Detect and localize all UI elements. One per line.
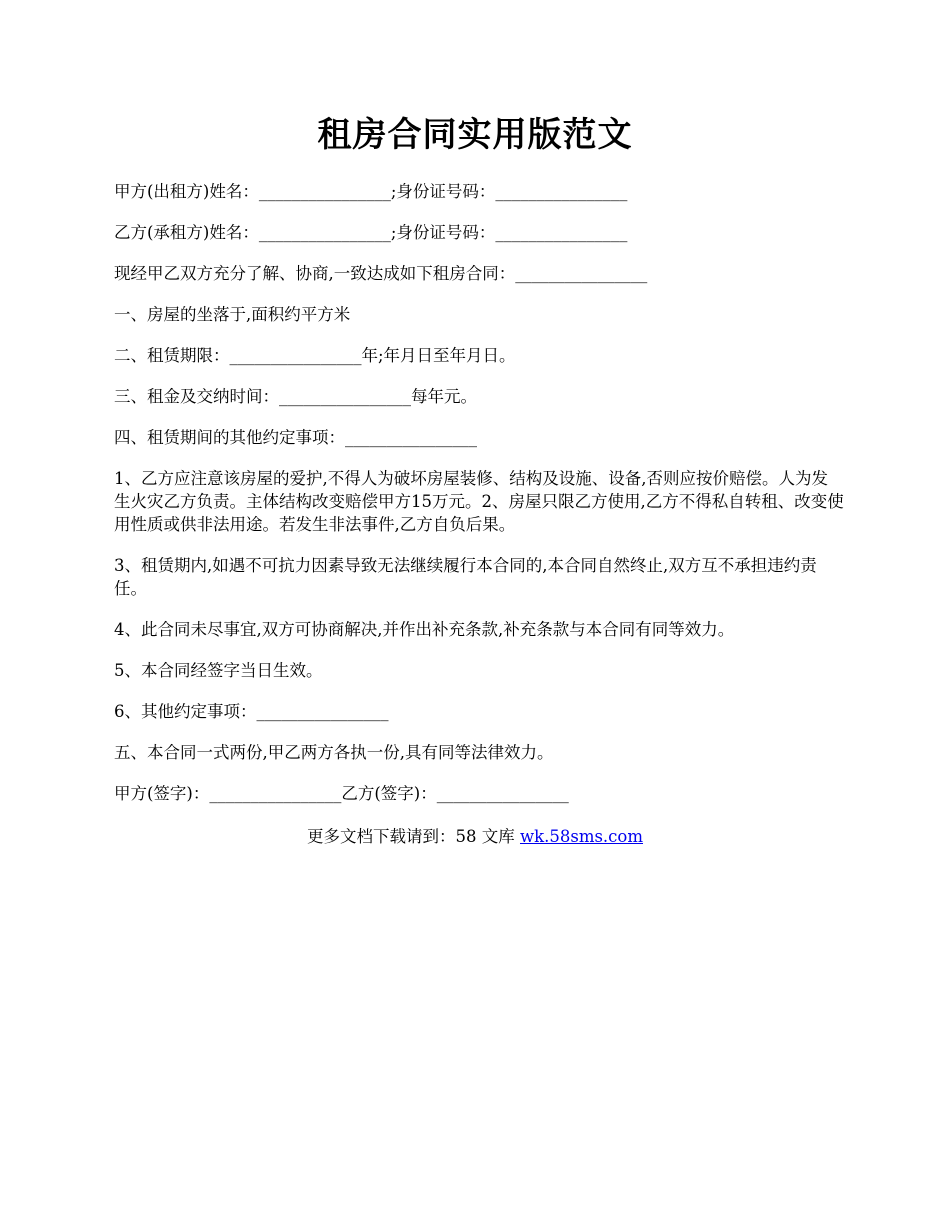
document-body: [114, 180, 844, 823]
paragraph-party-b: 乙方(承租方)姓名：________________;身份证号码：________________: [114, 223, 628, 242]
paragraph-agreement: 现经甲乙双方充分了解、协商,一致达成如下租房合同：________________: [114, 264, 648, 283]
paragraph-clause-3: 3、租赁期内,如遇不可抗力因素导致无法继续履行本合同的,本合同自然终止,双方互不承担违约责任。: [114, 556, 817, 598]
footer-text: 更多文档下载请到：58 文库: [306, 827, 520, 846]
paragraph-clause-1-2: 1、乙方应注意该房屋的爱护,不得人为破坏房屋装修、结构及设施、设备,否则应按价赔偿。人为发生火灾乙方负责。主体结构改变赔偿甲方15万元。2、房屋只限乙方使用,乙方不得私自转租、改变使用性质或供非法用途。若发生非法事件,乙方自负后果。: [114, 469, 844, 534]
paragraph-location: 一、房屋的坐落于,面积约平方米: [114, 305, 351, 324]
paragraph-clause-4: 4、此合同未尽事宜,双方可协商解决,并作出补充条款,补充条款与本合同有同等效力。: [114, 620, 735, 639]
paragraph-term: 二、租赁期限：________________年;年月日至年月日。: [114, 346, 516, 365]
paragraph-party-a: 甲方(出租方)姓名：________________;身份证号码：________________: [114, 182, 628, 201]
document-title: 租房合同实用版范文: [317, 115, 633, 155]
paragraph-signatures: 甲方(签字)：________________乙方(签字)：________________: [114, 784, 569, 803]
paragraph-rent: 三、租金及交纳时间：________________每年元。: [114, 387, 477, 406]
footer-download-note: [0, 825, 950, 848]
paragraph-other-terms-heading: 四、租赁期间的其他约定事项：________________: [114, 428, 477, 447]
footer-link[interactable]: wk.58sms.com: [519, 827, 643, 846]
paragraph-clause-6: 6、其他约定事项：________________: [114, 702, 389, 721]
paragraph-copies: 五、本合同一式两份,甲乙两方各执一份,具有同等法律效力。: [114, 743, 554, 762]
paragraph-clause-5: 5、本合同经签字当日生效。: [114, 661, 323, 680]
